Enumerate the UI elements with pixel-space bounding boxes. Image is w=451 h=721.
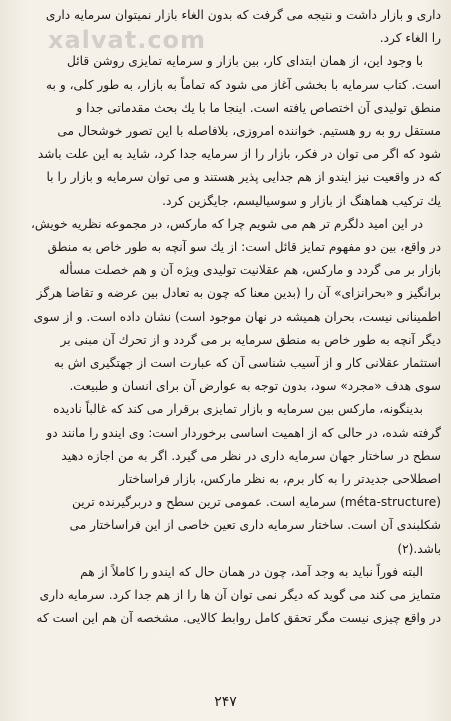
text-line: باشد.(۲)	[397, 541, 441, 556]
text-line: یك ترکیب هماهنگ از بازار و سوسیالیسم، جایگزین کرد.	[162, 193, 441, 208]
text-line: در واقع چیزی نیست مگر تحقق کامل روابط کالایی. مشخصه آن هم این است که	[36, 611, 441, 626]
text-line: (méta-structure) سرمایه است. عمومی ترین سطح و دربرگیرنده ترین	[71, 495, 441, 510]
text-line: شکلبندی آن است. ساختار سرمایه داری تعین خاصی از این فراساختار می	[69, 518, 441, 533]
text-line: استثمار عقلانی کار و از آسیب شناسی آن که عبارت است از جهتگیری اش به	[53, 356, 441, 371]
text-line: منطق تولیدی آن اختصاص یافته است. اینجا ما با یك بحث مقدماتی جدا و	[76, 100, 441, 115]
text-line: بدینگونه، مارکس بین سرمایه و بازار تمایزی برقرار می کند که غالباً نادیده	[53, 402, 423, 417]
text-line: شود که اگر می توان در فکر، بازار را از سرمایه جدا کرد، شاید به این علت باشد	[37, 147, 441, 162]
page-number: ۲۴۷	[214, 694, 237, 710]
text-line: دیگر آنچه به طور خاص به منطق سرمایه بر می گردد و از تحرك آن مبنی بر	[60, 332, 441, 347]
text-line: اصطلاحی جدیدتر را به کار برم، به نظر مارکس، بازار فراساختار	[119, 472, 441, 487]
text-line: با وجود این، از همان ابتدای کار، بین بازار و سرمایه تمایزی روشن قائل	[67, 54, 423, 69]
text-line: گرفته شده، در حالی که از اهمیت اساسی برخوردار است: وی ایندو را مانند دو	[46, 425, 441, 440]
text-line: سطح در ساختار جهان سرمایه داری در نظر می گیرد. اگر به من اجازه دهید	[61, 448, 441, 463]
text-line: بازار بر می گردد و مارکس، هم عقلانیت تولیدی ویژه آن و هم خصلت مسأله	[59, 263, 441, 278]
text-line: است. کتاب سرمایه با بخشی آغاز می شود که تماماً به بازار، به طور کلی، و به	[46, 77, 441, 92]
text-line: متمایز می کند می گوید که دیگر نمی توان آن ها را از هم جدا کرد. سرمایه داری	[39, 588, 441, 603]
page-text	[10, 4, 441, 630]
text-line: در واقع، بین دو مفهوم تمایز قائل است: از یك سو آنچه به طور خاص به منطق	[47, 240, 441, 255]
text-line: البته فوراً نباید به وجد آمد، چون در همان حال که ایندو را کاملاً از هم	[80, 564, 423, 579]
text-line: در این امید دلگرم تر هم می شویم چرا که مارکس، در مجموعه نظریه خویش،	[30, 216, 423, 231]
text-line: را الغاء کرد.	[379, 31, 441, 46]
text-line: سوی هدف «مجرد» سود، بدون توجه به عوارض آن برای انسان و طبیعت.	[69, 379, 441, 394]
text-line: که در واقعیت نیز ایندو از هم جدایی پذیر هستند و می توان سرمایه و بازار را با	[46, 170, 441, 185]
watermark: xalvat.com	[48, 26, 207, 54]
text-line: اطمینانی نیست، بحران همیشه در نهان موجود است) نشان داده است. و از سوی	[33, 309, 441, 324]
text-line: مستقل رو به رو هستیم. خواننده امروزی، بلافاصله با این تصور خوشحال می	[57, 124, 441, 139]
text-line: داری و بازار داشت و نتیجه می گرفت که بدون الغاء بازار نمیتوان سرمایه داری	[45, 8, 441, 22]
text-line: برانگیز و «بحرانزای» آن را (بدین معنا که چون به تعادل بین عرضه و تقاضا هرگز	[36, 286, 441, 301]
